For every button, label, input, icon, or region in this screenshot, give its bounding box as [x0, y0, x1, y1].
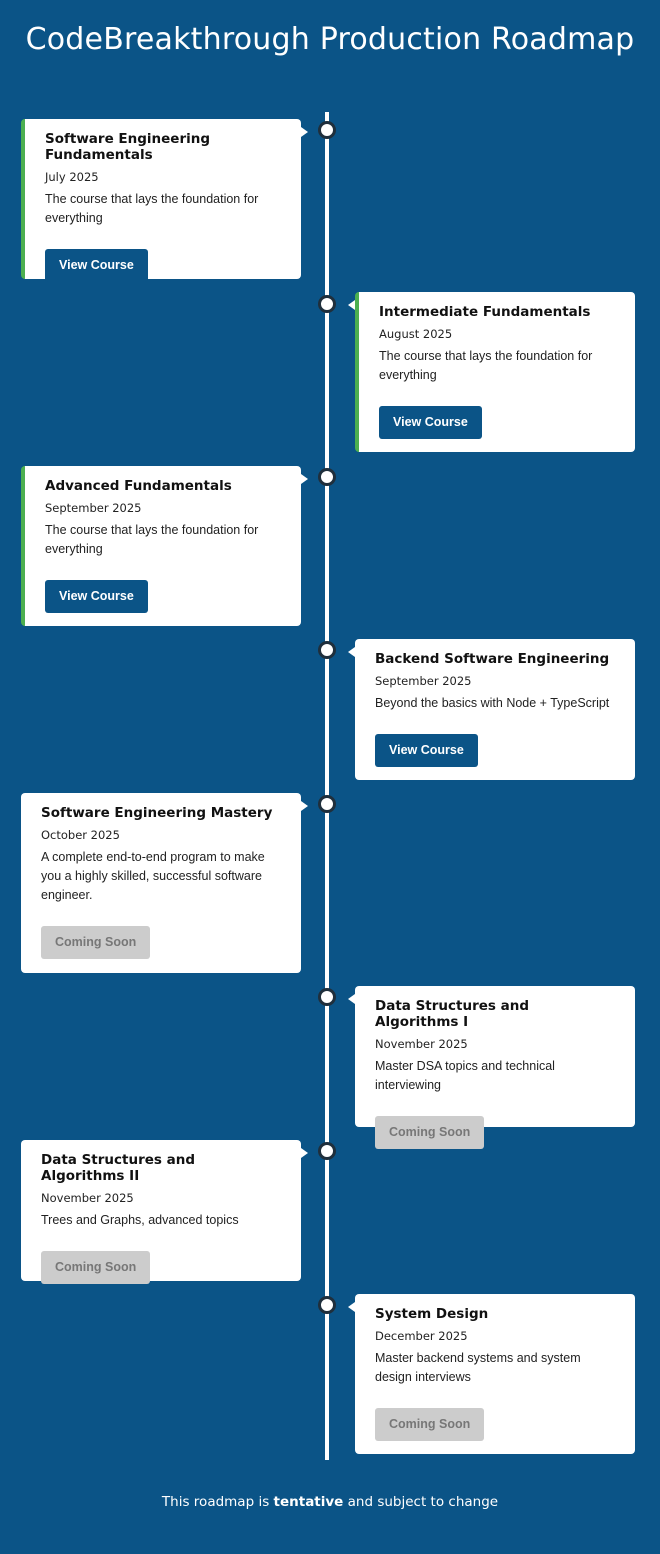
course-date: November 2025: [375, 1037, 468, 1051]
course-description: A complete end-to-end program to make you a highly skilled, successful software engineer.: [41, 850, 265, 902]
view-course-button[interactable]: View Course: [45, 580, 148, 613]
page-title: CodeBreakthrough Production Roadmap: [25, 22, 635, 57]
card-pointer: [301, 127, 308, 137]
timeline-node: [318, 641, 336, 659]
coming-soon-button[interactable]: Coming Soon: [375, 1408, 484, 1441]
card-pointer: [301, 801, 308, 811]
course-description: Master DSA topics and technical interviewing: [375, 1059, 555, 1092]
timeline-node: [318, 468, 336, 486]
course-description: Beyond the basics with Node + TypeScript: [375, 696, 610, 710]
course-card-software-engineering-mastery: [21, 793, 301, 973]
course-title: Data Structures and Algorithms II: [41, 1152, 196, 1184]
view-course-button[interactable]: View Course: [45, 249, 148, 282]
footer-suffix: and subject to change: [343, 1494, 499, 1510]
coming-soon-button[interactable]: Coming Soon: [375, 1116, 484, 1149]
course-title: Software Engineering Fundamentals: [45, 131, 211, 163]
course-card-advanced-fundamentals: [21, 466, 301, 626]
timeline-node: [318, 795, 336, 813]
card-pointer: [348, 1302, 355, 1312]
course-description: The course that lays the foundation for everything: [45, 523, 259, 556]
timeline-line: [325, 112, 329, 1460]
course-card-backend-software-engineering: [355, 639, 635, 780]
footer-note: [0, 1494, 660, 1510]
timeline-node: [318, 121, 336, 139]
course-date: October 2025: [41, 828, 120, 842]
course-date: July 2025: [45, 170, 99, 184]
timeline-node: [318, 1142, 336, 1160]
coming-soon-button[interactable]: Coming Soon: [41, 1251, 150, 1284]
timeline-node: [318, 295, 336, 313]
course-card-data-structures-and-algorithms-i: [355, 986, 635, 1139]
course-description: The course that lays the foundation for everything: [45, 192, 259, 225]
course-title: Backend Software Engineering: [375, 651, 610, 667]
course-description: The course that lays the foundation for everything: [379, 349, 593, 382]
course-title: Intermediate Fundamentals: [379, 304, 591, 320]
course-title: Advanced Fundamentals: [45, 478, 232, 494]
course-title: System Design: [375, 1306, 489, 1322]
card-pointer: [348, 300, 355, 310]
course-date: November 2025: [41, 1191, 134, 1205]
course-date: September 2025: [45, 501, 142, 515]
course-card-system-design: [355, 1294, 635, 1454]
view-course-button[interactable]: View Course: [375, 734, 478, 767]
timeline-node: [318, 1296, 336, 1314]
course-date: December 2025: [375, 1329, 468, 1343]
card-pointer: [348, 647, 355, 657]
course-date: September 2025: [375, 674, 472, 688]
coming-soon-button[interactable]: Coming Soon: [41, 926, 150, 959]
card-pointer: [301, 474, 308, 484]
course-date: August 2025: [379, 327, 453, 341]
view-course-button[interactable]: View Course: [379, 406, 482, 439]
course-description: Master backend systems and system design interviews: [375, 1351, 581, 1384]
card-pointer: [348, 994, 355, 1004]
course-title: Data Structures and Algorithms I: [375, 998, 530, 1030]
course-title: Software Engineering Mastery: [41, 805, 273, 821]
course-card-intermediate-fundamentals: [355, 292, 635, 452]
footer-prefix: This roadmap is: [161, 1494, 274, 1510]
course-card-data-structures-and-algorithms-ii: [21, 1140, 301, 1281]
course-description: Trees and Graphs, advanced topics: [41, 1213, 239, 1227]
footer-emphasis: tentative: [273, 1494, 344, 1510]
card-pointer: [301, 1148, 308, 1158]
timeline-node: [318, 988, 336, 1006]
course-card-software-engineering-fundamentals: [21, 119, 301, 279]
